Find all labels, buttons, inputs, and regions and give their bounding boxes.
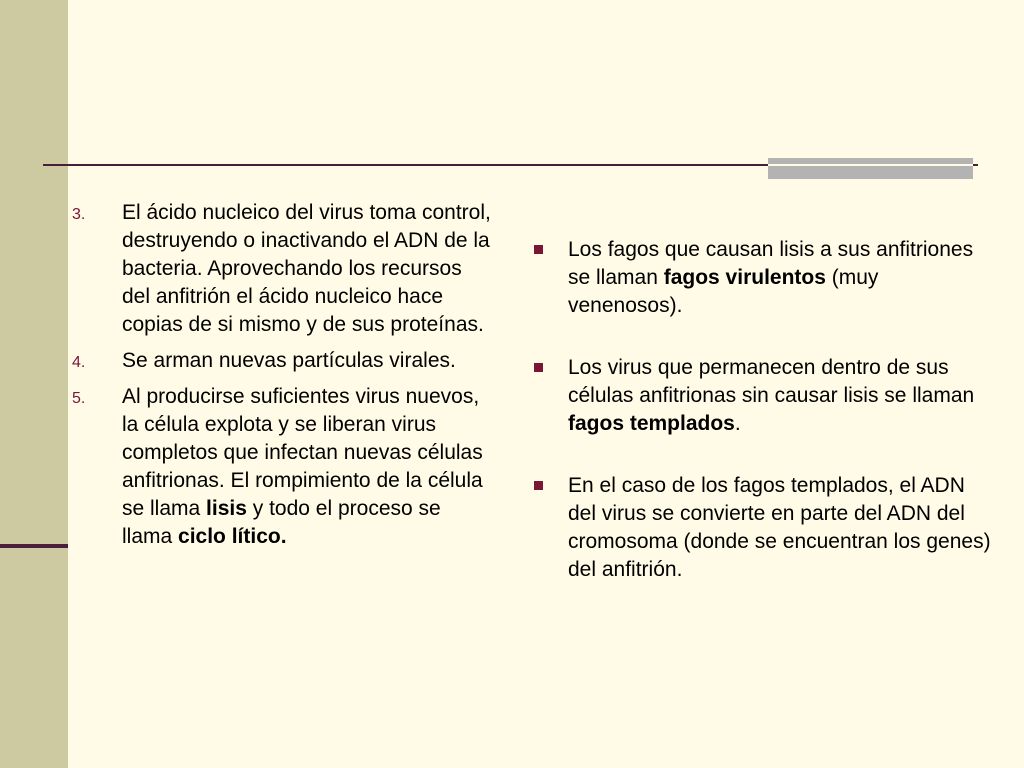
list-text: Al producirse suficientes virus nuevos, la célula explota y se liberan virus completos que infectan nuevas células anfitrionas. El rompimiento de la célula se llama (122, 385, 483, 520)
square-bullet-icon (534, 481, 543, 490)
side-rule (0, 544, 68, 548)
bullet-list-column (532, 236, 992, 618)
square-bullet-icon (534, 363, 543, 372)
list-number: 4. (72, 354, 86, 371)
numbered-list-column (72, 199, 492, 559)
term-fagos-templados: fagos templados (568, 412, 735, 435)
numbered-list (72, 199, 492, 551)
list-text: Los fagos que causan lisis a sus anfitriones se llaman (568, 238, 974, 289)
term-lisis: lisis (206, 497, 247, 520)
list-item (72, 347, 492, 375)
list-text: . (734, 412, 741, 435)
list-item (72, 383, 492, 551)
term-ciclo-litico: ciclo lítico. (178, 525, 287, 548)
list-item (72, 199, 492, 339)
term-fagos-virulentos: fagos virulentos (663, 266, 826, 289)
list-text: Los virus que permanecen dentro de sus células anfitrionas sin causar lisis se llaman (568, 356, 975, 407)
list-text: (muy venenosos). (568, 266, 879, 317)
list-text: En el caso de los fagos templados, el ADN del virus se convierte en parte del ADN del cromosoma (donde se encuentran los genes) del anfitrión. (568, 474, 991, 581)
list-text: Se arman nuevas partículas virales. (122, 349, 456, 372)
square-bullet-icon (534, 245, 543, 254)
list-item (532, 354, 992, 438)
list-item (532, 472, 992, 584)
list-item (532, 236, 992, 320)
list-text: y todo el proceso se llama (122, 497, 441, 548)
accent-stripe (768, 164, 973, 166)
list-text: El ácido nucleico del virus toma control, destruyendo o inactivando el ADN de la bacteria. Aprovechando los recursos del anfitrión el ácido nucleico hace copias de si mismo y de sus proteínas. (122, 201, 491, 336)
bullet-list (532, 236, 992, 584)
list-number: 5. (72, 390, 86, 407)
accent-block (768, 158, 973, 179)
list-number: 3. (72, 206, 86, 223)
side-bar (0, 0, 68, 768)
